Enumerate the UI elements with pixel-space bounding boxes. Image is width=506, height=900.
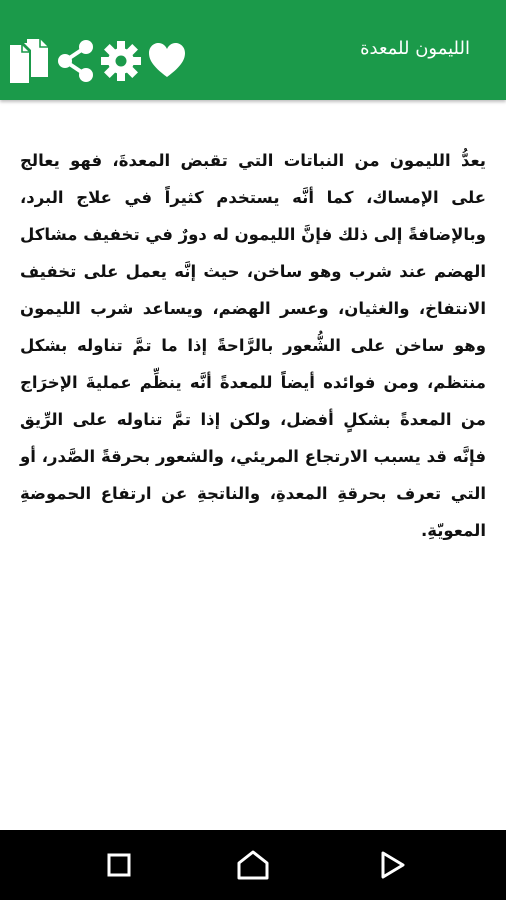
share-button[interactable] [52,33,98,89]
app-bar [0,0,506,100]
back-triangle-icon [379,850,407,880]
share-icon [57,39,93,83]
heart-icon [148,42,186,80]
recents-button[interactable] [84,830,154,900]
home-button[interactable] [218,830,288,900]
article-text: يعدُّ الليمون من النباتات التي تقبض المعدةَ، فهو يعالج على الإمساك، كما أنَّه يستخدم كثيراً في علاج البرد، وبالإضافةً إلى ذلك فإنَّ الليمون له دورٌ في تخفيف مشاكل الهضم عند شرب وهو ساخن، حيث إنَّه يعمل على تخفيف الانتفاخ، والغثيان، وعسر الهضم، ويساعد شرب الليمون وهو ساخن على الشُّعور بالرَّاحةً إذا ما تمَّ تناوله بشكل منتظم، ومن فوائده أيضاً للمعدةً أنَّه ينظِّم عمليةَ الإخرَاج من المعدةً بشكلٍ أفضل، ولكن إذا تمَّ تناوله على الرِّيق فإنَّه قد يسبب الارتجاع المريئي، والشعور بحرقةً الصَّدر، أو التي تعرف بحرقةِ المعدةِ، والناتجةِ عن ارتفاع الحموضةِ المعويّةِ. [20,151,486,540]
back-button[interactable] [358,830,428,900]
navigation-bar [0,830,506,900]
copy-icon [9,37,49,85]
recents-square-icon [106,852,132,878]
page-title: الليمون للمعدة [360,38,470,59]
favorite-button[interactable] [144,33,190,89]
home-icon [236,849,270,881]
gear-icon [101,41,141,81]
settings-button[interactable] [98,33,144,89]
toolbar-actions [6,33,190,89]
article-body [20,142,486,549]
copy-button[interactable] [6,33,52,89]
